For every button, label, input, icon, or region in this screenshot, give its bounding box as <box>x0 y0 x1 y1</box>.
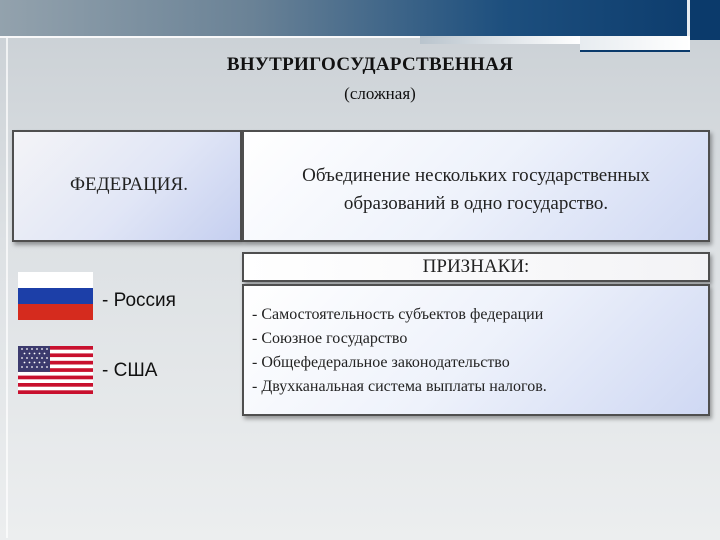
definition-line-1: Объединение нескольких государственных <box>302 165 650 186</box>
flag-stripe-red <box>18 304 93 320</box>
slide-title: ВНУТРИГОСУДАРСТВЕННАЯ <box>226 54 514 75</box>
list-item: - Союзное государство <box>252 330 408 347</box>
federation-term-box <box>12 130 242 242</box>
example-usa: - США <box>102 360 158 381</box>
list-item: - Двухканальная система выплаты налогов. <box>252 378 547 395</box>
header-corner-decoration <box>687 0 720 40</box>
federation-definition <box>244 162 708 218</box>
signs-list <box>252 303 547 399</box>
flag-stripe-blue <box>18 288 93 304</box>
federation-definition-box <box>242 130 710 242</box>
header-accent-strip <box>420 36 580 44</box>
signs-title: ПРИЗНАКИ: <box>422 256 530 277</box>
list-item: - Общефедеральное законодательство <box>252 354 510 371</box>
usa-flag-icon <box>18 346 93 394</box>
header-bar <box>0 0 720 36</box>
russia-flag-icon <box>18 272 93 320</box>
federation-term: ФЕДЕРАЦИЯ. <box>70 174 188 195</box>
signs-title-box <box>242 252 710 282</box>
flag-stripe-white <box>18 272 93 288</box>
example-russia: - Россия <box>102 290 176 311</box>
left-rule <box>6 38 8 538</box>
signs-list-box <box>242 284 710 416</box>
list-item: - Самостоятельность субъектов федерации <box>252 306 544 323</box>
definition-line-2: образований в одно государство. <box>343 193 609 214</box>
header-accent-block <box>580 36 690 52</box>
slide-subtitle: (сложная) <box>344 84 416 103</box>
